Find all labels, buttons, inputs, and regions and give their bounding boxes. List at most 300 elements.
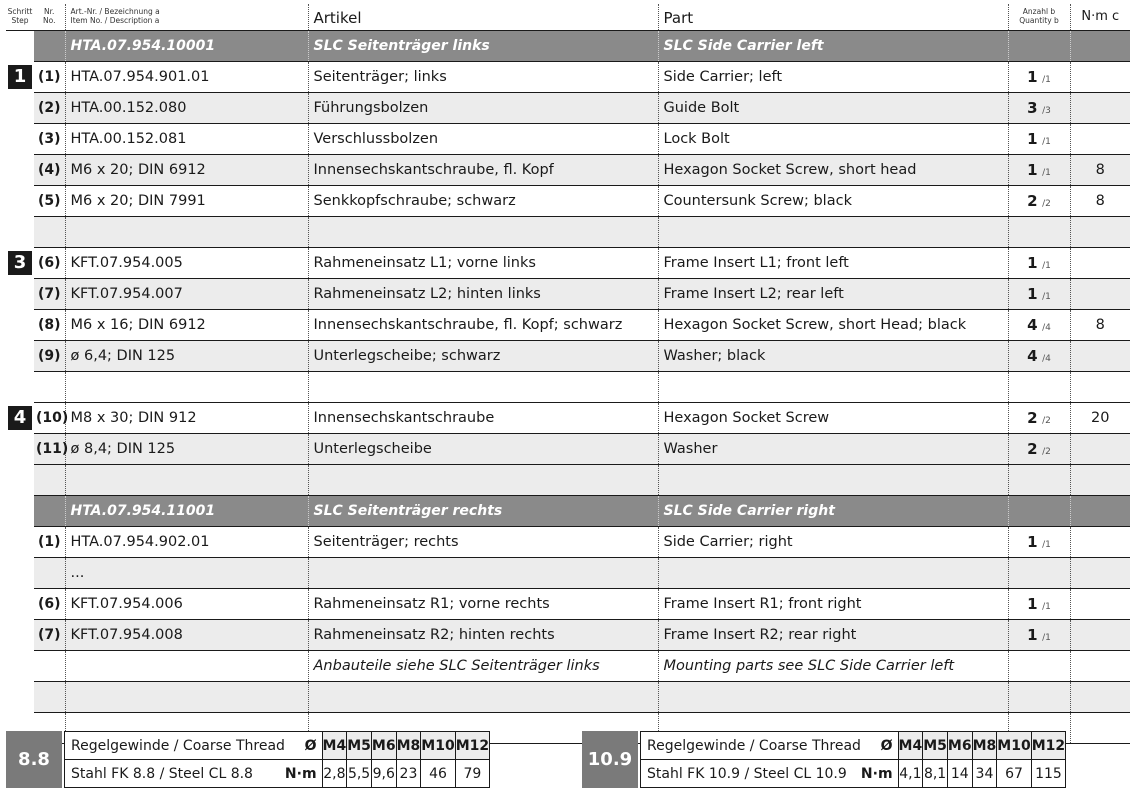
item-description-text: KFT.07.954.005 xyxy=(70,255,183,271)
torque-cell xyxy=(1070,155,1130,186)
artikel-text: SLC Seitenträger links xyxy=(313,38,490,54)
group-header-row xyxy=(6,496,1130,527)
item-description xyxy=(65,558,308,589)
item-number xyxy=(34,62,65,93)
header-part: Part xyxy=(658,4,1008,31)
table-row xyxy=(6,434,1130,465)
torque-cell xyxy=(1070,434,1130,465)
part-cell xyxy=(658,124,1008,155)
size-cell: M12 xyxy=(1031,732,1065,760)
part-cell xyxy=(658,465,1008,496)
quantity-value: 1 xyxy=(1027,626,1038,644)
blank-row xyxy=(6,372,1130,403)
part-text: Frame Insert R2; rear right xyxy=(663,627,857,643)
item-number-text: (10) xyxy=(36,410,69,426)
item-description-text: ø 8,4; DIN 125 xyxy=(70,441,176,457)
item-description xyxy=(65,279,308,310)
table-row xyxy=(6,589,1130,620)
torque-text: 8 xyxy=(1095,193,1105,209)
torque-text: 20 xyxy=(1091,410,1110,426)
item-description xyxy=(65,465,308,496)
item-description xyxy=(65,155,308,186)
artikel-cell xyxy=(308,217,658,248)
item-number xyxy=(34,434,69,465)
item-description-text: M6 x 16; DIN 6912 xyxy=(70,317,206,333)
artikel-text: Innensechskantschraube, fl. Kopf xyxy=(313,162,554,178)
quantity-value: 1 xyxy=(1027,533,1038,551)
part-text: Countersunk Screw; black xyxy=(663,193,852,209)
item-number-text: (8) xyxy=(37,317,61,333)
quantity-value: 1 xyxy=(1027,68,1038,86)
table-row xyxy=(6,248,1130,279)
torque-cell xyxy=(1070,558,1130,589)
torque-cell xyxy=(1070,217,1130,248)
artikel-cell xyxy=(308,465,658,496)
artikel-text: Unterlegscheibe; schwarz xyxy=(313,348,501,364)
part-cell xyxy=(658,155,1008,186)
step-cell xyxy=(6,372,34,403)
blank-row xyxy=(6,465,1130,496)
item-description xyxy=(65,310,308,341)
torque-cell xyxy=(1070,186,1130,217)
size-cell: M8 xyxy=(396,732,421,760)
quantity-value: 2 xyxy=(1027,192,1038,210)
table-row xyxy=(6,651,1130,682)
torque-cell xyxy=(1070,31,1130,62)
quantity-value: 1 xyxy=(1027,595,1038,613)
step-number: 4 xyxy=(8,406,32,430)
torque-value: 67 xyxy=(997,760,1031,788)
blank-row xyxy=(6,217,1130,248)
quantity-total: /1 xyxy=(1042,168,1051,178)
artikel-cell xyxy=(308,434,658,465)
torque-value: 8,1 xyxy=(923,760,948,788)
step-cell xyxy=(6,279,34,310)
item-number xyxy=(34,682,65,713)
item-number xyxy=(34,248,65,279)
item-number xyxy=(34,186,65,217)
part-cell xyxy=(658,496,1008,527)
quantity-cell xyxy=(1008,186,1070,217)
torque-cell xyxy=(1070,527,1130,558)
step-cell xyxy=(6,310,34,341)
item-description-text: HTA.07.954.901.01 xyxy=(70,69,210,85)
item-description-text: HTA.07.954.11001 xyxy=(70,503,216,519)
step-cell xyxy=(6,496,34,527)
quantity-cell xyxy=(1008,589,1070,620)
part-text: Frame Insert L1; front left xyxy=(663,255,849,271)
part-cell xyxy=(658,403,1008,434)
table-row xyxy=(6,93,1130,124)
torque-cell xyxy=(1070,248,1130,279)
item-description-text: ... xyxy=(70,565,85,581)
item-description xyxy=(65,341,308,372)
quantity-cell xyxy=(1008,310,1070,341)
step-cell xyxy=(6,248,34,279)
steel-label: Stahl FK 10.9 / Steel CL 10.9 xyxy=(641,760,861,788)
step-cell xyxy=(6,93,34,124)
item-description xyxy=(65,124,308,155)
item-number-text: (4) xyxy=(37,162,61,178)
quantity-total: /1 xyxy=(1042,292,1051,302)
artikel-text: Rahmeneinsatz R2; hinten rechts xyxy=(313,627,555,643)
part-cell xyxy=(658,341,1008,372)
item-description xyxy=(65,62,308,93)
header-step: Schritt Step xyxy=(6,4,34,31)
table-row xyxy=(6,310,1130,341)
item-number-text: (1) xyxy=(37,534,61,550)
quantity-cell xyxy=(1008,155,1070,186)
table-row xyxy=(6,186,1130,217)
part-text: SLC Side Carrier right xyxy=(663,503,835,519)
table-row xyxy=(6,279,1130,310)
artikel-text: Unterlegscheibe xyxy=(313,441,432,457)
part-text: Side Carrier; left xyxy=(663,69,783,85)
table-row xyxy=(6,341,1130,372)
quantity-cell xyxy=(1008,31,1070,62)
step-cell xyxy=(6,651,34,682)
torque-cell xyxy=(1070,682,1130,713)
step-cell xyxy=(6,465,34,496)
item-number-text: (6) xyxy=(37,596,61,612)
grade-badge: 8.8 xyxy=(6,731,62,788)
item-number xyxy=(34,651,65,682)
item-number xyxy=(34,124,65,155)
size-cell: M6 xyxy=(947,732,972,760)
artikel-text: Seitenträger; rechts xyxy=(313,534,459,550)
item-number xyxy=(34,558,65,589)
parts-list-sheet xyxy=(6,4,1130,782)
item-number xyxy=(34,217,65,248)
header-artikel: Artikel xyxy=(308,4,658,31)
item-number xyxy=(34,620,65,651)
item-description xyxy=(65,434,308,465)
quantity-cell xyxy=(1008,248,1070,279)
item-number xyxy=(34,341,65,372)
artikel-text: Rahmeneinsatz R1; vorne rechts xyxy=(313,596,550,612)
quantity-cell xyxy=(1008,93,1070,124)
torque-symbol: N·m xyxy=(861,760,898,788)
torque-value: 79 xyxy=(455,760,489,788)
torque-cell xyxy=(1070,62,1130,93)
diameter-symbol: Ø xyxy=(861,732,898,760)
quantity-cell xyxy=(1008,434,1070,465)
part-cell xyxy=(658,31,1008,62)
part-text: Hexagon Socket Screw, short Head; black xyxy=(663,317,967,333)
item-description xyxy=(65,372,308,403)
step-number: 3 xyxy=(8,251,32,275)
torque-cell xyxy=(1070,310,1130,341)
artikel-text: Senkkopfschraube; schwarz xyxy=(313,193,516,209)
quantity-cell xyxy=(1008,341,1070,372)
header-no: Nr. No. xyxy=(34,4,65,31)
artikel-text: Rahmeneinsatz L2; hinten links xyxy=(313,286,541,302)
step-cell xyxy=(6,155,34,186)
torque-cell xyxy=(1070,372,1130,403)
quantity-value: 2 xyxy=(1027,409,1038,427)
artikel-text: Führungsbolzen xyxy=(313,100,429,116)
torque-cell xyxy=(1070,651,1130,682)
item-number xyxy=(34,155,65,186)
table-row xyxy=(6,124,1130,155)
artikel-cell xyxy=(308,31,658,62)
blank-row xyxy=(6,682,1130,713)
artikel-text: Rahmeneinsatz L1; vorne links xyxy=(313,255,536,271)
step-cell xyxy=(6,31,34,62)
torque-text: 8 xyxy=(1095,162,1105,178)
part-cell xyxy=(658,527,1008,558)
item-description-text: KFT.07.954.008 xyxy=(70,627,183,643)
step-cell xyxy=(6,217,34,248)
part-cell xyxy=(658,62,1008,93)
item-number-text: (11) xyxy=(36,441,69,457)
item-number-text: (3) xyxy=(37,131,61,147)
part-cell xyxy=(658,217,1008,248)
part-text: SLC Side Carrier left xyxy=(663,38,824,54)
parts-table xyxy=(6,4,1130,744)
item-description-text: KFT.07.954.006 xyxy=(70,596,183,612)
artikel-text: Seitenträger; links xyxy=(313,69,447,85)
artikel-cell xyxy=(308,341,658,372)
item-number xyxy=(34,31,65,62)
item-number-text: (5) xyxy=(37,193,61,209)
group-header-row xyxy=(6,31,1130,62)
quantity-value: 1 xyxy=(1027,285,1038,303)
quantity-cell xyxy=(1008,558,1070,589)
artikel-cell xyxy=(308,682,658,713)
item-number xyxy=(34,279,65,310)
step-cell xyxy=(6,341,34,372)
part-cell xyxy=(658,682,1008,713)
step-cell xyxy=(6,124,34,155)
quantity-total: /1 xyxy=(1042,137,1051,147)
item-number-text: (9) xyxy=(37,348,61,364)
item-description xyxy=(65,682,308,713)
item-description-text: M6 x 20; DIN 6912 xyxy=(70,162,206,178)
item-number xyxy=(34,403,69,434)
item-description xyxy=(65,217,308,248)
quantity-cell xyxy=(1008,403,1070,434)
step-cell xyxy=(6,589,34,620)
torque-value: 34 xyxy=(972,760,997,788)
artikel-cell xyxy=(308,124,658,155)
item-number xyxy=(34,465,65,496)
torque-row xyxy=(641,760,1066,788)
thread-row xyxy=(65,732,490,760)
artikel-cell xyxy=(308,279,658,310)
artikel-cell xyxy=(308,620,658,651)
header-torque: N·m c xyxy=(1070,4,1130,31)
quantity-value: 1 xyxy=(1027,130,1038,148)
artikel-text: SLC Seitenträger rechts xyxy=(313,503,503,519)
thread-label: Regelgewinde / Coarse Thread xyxy=(641,732,861,760)
item-number xyxy=(34,527,65,558)
torque-value: 46 xyxy=(421,760,455,788)
quantity-cell xyxy=(1008,496,1070,527)
item-description xyxy=(65,589,308,620)
torque-row xyxy=(65,760,490,788)
part-text: Lock Bolt xyxy=(663,131,730,147)
step-cell xyxy=(6,403,34,434)
step-cell xyxy=(6,558,34,589)
header-quantity: Anzahl b Quantity b xyxy=(1008,4,1070,31)
part-cell xyxy=(658,558,1008,589)
artikel-cell xyxy=(308,248,658,279)
step-cell xyxy=(6,682,34,713)
quantity-cell xyxy=(1008,620,1070,651)
item-description xyxy=(65,403,308,434)
item-description-text: HTA.07.954.10001 xyxy=(70,38,216,54)
item-description-text: KFT.07.954.007 xyxy=(70,286,183,302)
torque-cell xyxy=(1070,496,1130,527)
torque-value: 4,1 xyxy=(898,760,923,788)
part-text: Side Carrier; right xyxy=(663,534,793,550)
item-number xyxy=(34,93,65,124)
quantity-cell xyxy=(1008,465,1070,496)
item-description xyxy=(65,93,308,124)
torque-text: 8 xyxy=(1095,317,1105,333)
quantity-total: /1 xyxy=(1042,75,1051,85)
part-cell xyxy=(658,589,1008,620)
quantity-total: /4 xyxy=(1042,354,1051,364)
step-cell xyxy=(6,620,34,651)
torque-value: 23 xyxy=(396,760,421,788)
item-description-text: HTA.00.152.081 xyxy=(70,131,187,147)
quantity-total: /1 xyxy=(1042,540,1051,550)
item-number-text: (7) xyxy=(37,627,61,643)
artikel-text: Verschlussbolzen xyxy=(313,131,439,147)
quantity-total: /1 xyxy=(1042,633,1051,643)
item-description xyxy=(65,651,308,682)
item-description xyxy=(65,248,308,279)
thread-row xyxy=(641,732,1066,760)
item-description xyxy=(65,186,308,217)
quantity-total: /2 xyxy=(1042,416,1051,426)
grade-badge: 10.9 xyxy=(582,731,638,788)
part-cell xyxy=(658,310,1008,341)
part-cell xyxy=(658,93,1008,124)
quantity-cell xyxy=(1008,279,1070,310)
quantity-value: 3 xyxy=(1027,99,1038,117)
artikel-text: Innensechskantschraube, fl. Kopf; schwarz xyxy=(313,317,623,333)
part-cell xyxy=(658,372,1008,403)
item-description-text: M8 x 30; DIN 912 xyxy=(70,410,197,426)
quantity-cell xyxy=(1008,124,1070,155)
item-description xyxy=(65,527,308,558)
step-cell xyxy=(6,62,34,93)
torque-value: 9,6 xyxy=(371,760,396,788)
part-text: Hexagon Socket Screw, short head xyxy=(663,162,917,178)
table-row xyxy=(6,527,1130,558)
part-cell xyxy=(658,651,1008,682)
quantity-value: 1 xyxy=(1027,161,1038,179)
artikel-cell xyxy=(308,403,658,434)
item-number xyxy=(34,496,65,527)
item-number-text: (7) xyxy=(37,286,61,302)
part-cell xyxy=(658,248,1008,279)
torque-table xyxy=(640,731,1066,788)
size-cell: M5 xyxy=(347,732,372,760)
torque-cell xyxy=(1070,279,1130,310)
part-cell xyxy=(658,279,1008,310)
artikel-cell xyxy=(308,186,658,217)
artikel-cell xyxy=(308,527,658,558)
item-number-text: (2) xyxy=(37,100,61,116)
step-cell xyxy=(6,186,34,217)
header-item: Art.-Nr. / Bezeichnung a Item No. / Description a xyxy=(65,4,308,31)
item-number xyxy=(34,589,65,620)
torque-table xyxy=(64,731,490,788)
part-text: Washer xyxy=(663,441,718,457)
part-text: Mounting parts see SLC Side Carrier left xyxy=(663,658,955,674)
step-cell xyxy=(6,434,34,465)
torque-cell xyxy=(1070,403,1130,434)
torque-value: 115 xyxy=(1031,760,1065,788)
artikel-cell xyxy=(308,62,658,93)
artikel-cell xyxy=(308,496,658,527)
artikel-cell xyxy=(308,155,658,186)
torque-reference xyxy=(6,731,1130,788)
torque-cell xyxy=(1070,93,1130,124)
item-number-text: (1) xyxy=(37,69,61,85)
torque-cell xyxy=(1070,620,1130,651)
artikel-cell xyxy=(308,310,658,341)
torque-value: 14 xyxy=(947,760,972,788)
quantity-cell xyxy=(1008,682,1070,713)
table-row xyxy=(6,62,1130,93)
quantity-value: 4 xyxy=(1027,347,1038,365)
quantity-total: /2 xyxy=(1042,199,1051,209)
torque-value: 5,5 xyxy=(347,760,372,788)
torque-cell xyxy=(1070,341,1130,372)
item-description-text: HTA.00.152.080 xyxy=(70,100,187,116)
quantity-cell xyxy=(1008,651,1070,682)
step-number: 1 xyxy=(8,65,32,89)
steel-label: Stahl FK 8.8 / Steel CL 8.8 xyxy=(65,760,285,788)
artikel-cell xyxy=(308,651,658,682)
part-cell xyxy=(658,620,1008,651)
item-number xyxy=(34,372,65,403)
artikel-cell xyxy=(308,589,658,620)
table-row xyxy=(6,403,1130,434)
quantity-cell xyxy=(1008,217,1070,248)
part-cell xyxy=(658,186,1008,217)
size-cell: M6 xyxy=(371,732,396,760)
part-cell xyxy=(658,434,1008,465)
item-description-text: HTA.07.954.902.01 xyxy=(70,534,210,550)
part-text: Washer; black xyxy=(663,348,766,364)
quantity-value: 4 xyxy=(1027,316,1038,334)
item-number-text: (6) xyxy=(37,255,61,271)
size-cell: M4 xyxy=(322,732,347,760)
table-row xyxy=(6,620,1130,651)
quantity-cell xyxy=(1008,62,1070,93)
size-cell: M5 xyxy=(923,732,948,760)
part-text: Frame Insert L2; rear left xyxy=(663,286,844,302)
artikel-cell xyxy=(308,372,658,403)
quantity-total: /2 xyxy=(1042,447,1051,457)
quantity-value: 1 xyxy=(1027,254,1038,272)
quantity-cell xyxy=(1008,527,1070,558)
torque-cell xyxy=(1070,589,1130,620)
item-description xyxy=(65,620,308,651)
part-text: Frame Insert R1; front right xyxy=(663,596,862,612)
size-cell: M10 xyxy=(997,732,1031,760)
item-description xyxy=(65,31,308,62)
size-cell: M10 xyxy=(421,732,455,760)
quantity-total: /1 xyxy=(1042,602,1051,612)
artikel-cell xyxy=(308,558,658,589)
